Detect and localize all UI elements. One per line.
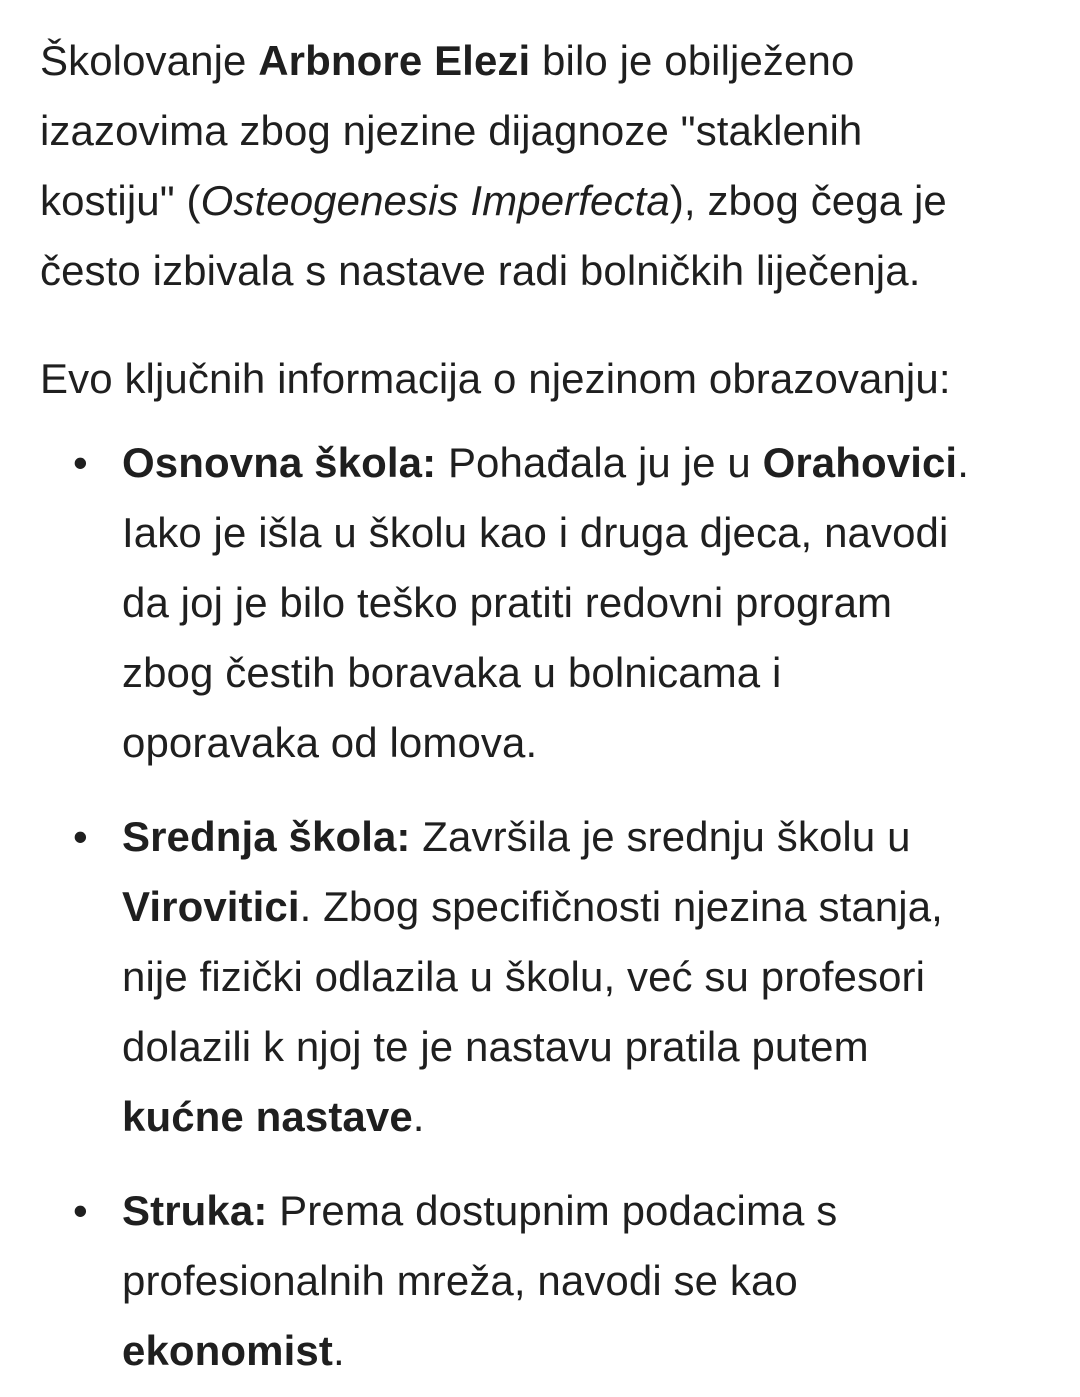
text-segment: kostiju" ( xyxy=(40,177,201,224)
list-item-srednja-skola xyxy=(40,802,1042,1152)
text-line xyxy=(40,236,1042,306)
bold-text: Srednja škola: xyxy=(122,813,411,860)
text-segment: Završila je srednju školu u xyxy=(410,813,911,860)
text-line xyxy=(122,1082,1042,1152)
intro-paragraph xyxy=(40,26,1042,306)
text-line xyxy=(122,498,1042,568)
list-item-osnovna-skola xyxy=(40,428,1042,778)
text-line xyxy=(40,166,1042,236)
bold-text: Osnovna škola: xyxy=(122,439,437,486)
text-line xyxy=(40,344,1042,414)
text-segment: Prema dostupnim podacima s xyxy=(267,1187,838,1234)
text-segment: Školovanje xyxy=(40,37,259,84)
text-line xyxy=(122,802,1042,872)
bullet-icon: • xyxy=(73,1187,88,1234)
list-item-text xyxy=(122,1176,1042,1386)
text-line xyxy=(122,708,1042,778)
text-segment: profesionalnih mreža, navodi se kao xyxy=(122,1257,798,1304)
text-segment: . xyxy=(332,1327,345,1374)
lead-paragraph xyxy=(40,344,1042,414)
list-item-text xyxy=(122,428,1042,778)
text-segment: često izbivala s nastave radi bolničkih liječenja. xyxy=(40,247,921,294)
text-line xyxy=(122,1246,1042,1316)
text-line xyxy=(40,96,1042,166)
text-segment: . Zbog specifičnosti njezina stanja, xyxy=(299,883,943,930)
bold-text: kućne nastave xyxy=(122,1093,413,1140)
text-segment: Pohađala ju je u xyxy=(436,439,763,486)
bold-text: ekonomist xyxy=(122,1327,333,1374)
text-line xyxy=(122,638,1042,708)
bullet-icon: • xyxy=(73,813,88,860)
bold-text: Orahovici xyxy=(762,439,958,486)
text-segment: . xyxy=(412,1093,425,1140)
text-segment: oporavaka od lomova. xyxy=(122,719,538,766)
list-item-struka xyxy=(40,1176,1042,1386)
text-line xyxy=(122,1316,1042,1386)
text-line xyxy=(122,942,1042,1012)
text-segment: . xyxy=(957,439,969,486)
text-segment: dolazili k njoj te je nastavu pratila putem xyxy=(122,1023,869,1070)
text-segment: ), zbog čega je xyxy=(669,177,947,224)
text-segment: nije fizički odlazila u školu, već su profesori xyxy=(122,953,926,1000)
text-line xyxy=(122,872,1042,942)
text-segment: bilo je obilježeno xyxy=(530,37,855,84)
list-item-text xyxy=(122,802,1042,1152)
text-segment: zbog čestih boravaka u bolnicama i xyxy=(122,649,782,696)
text-segment: Iako je išla u školu kao i druga djeca, navodi xyxy=(122,509,949,556)
italic-text: Osteogenesis Imperfecta xyxy=(200,177,670,224)
text-line xyxy=(40,26,1042,96)
bullet-icon: • xyxy=(73,439,88,486)
text-segment: Evo ključnih informacija o njezinom obrazovanju: xyxy=(40,355,951,402)
text-line xyxy=(122,568,1042,638)
bold-text: Struka: xyxy=(122,1187,268,1234)
text-line xyxy=(122,1176,1042,1246)
bold-text: Arbnore Elezi xyxy=(258,37,531,84)
education-list xyxy=(40,428,1042,1386)
text-segment: izazovima zbog njezine dijagnoze "staklenih xyxy=(40,107,863,154)
bold-text: Virovitici xyxy=(122,883,300,930)
text-line xyxy=(122,1012,1042,1082)
text-line xyxy=(122,428,1042,498)
text-segment: da joj je bilo teško pratiti redovni program xyxy=(122,579,893,626)
